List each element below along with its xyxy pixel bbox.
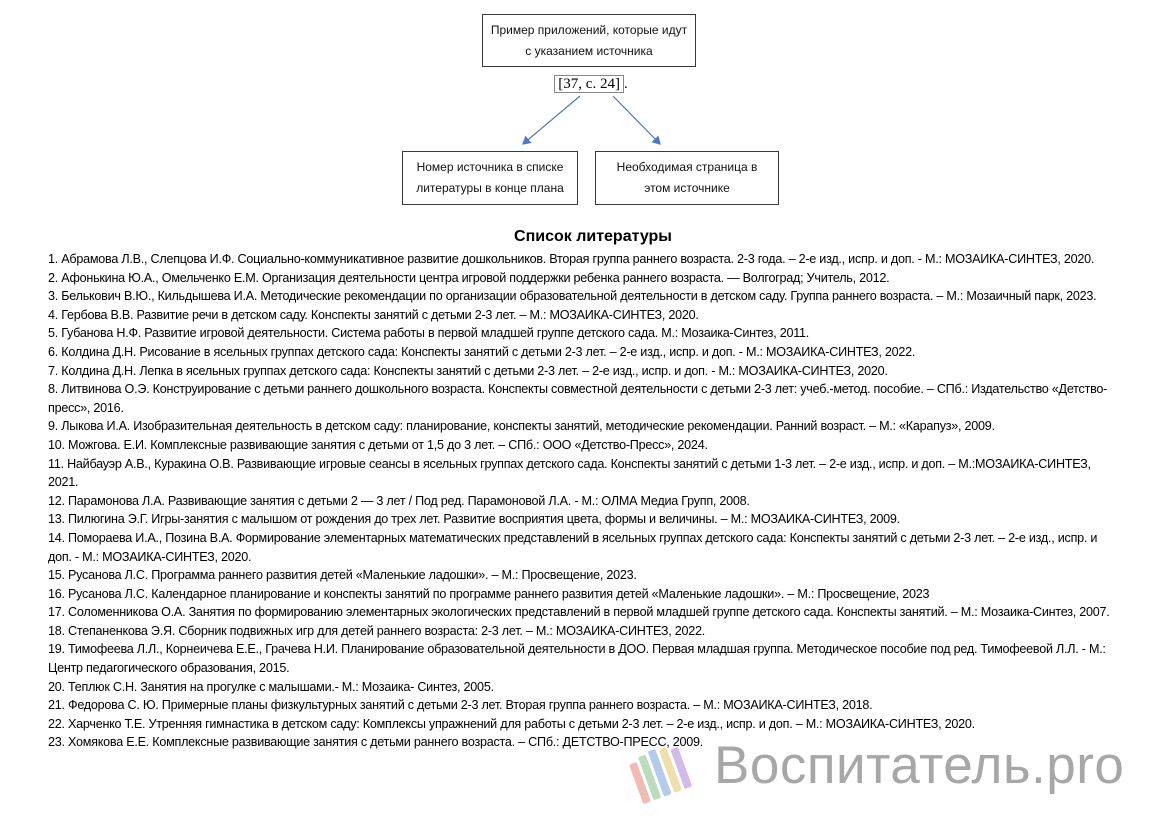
- reference-item: 2. Афонькина Ю.А., Омельченко Е.М. Организация деятельности центра игровой поддержки ребенка раннего возраста. — Волгоград; Учитель, 2012.: [48, 270, 890, 285]
- reference-item: 23. Хомякова Е.Е. Комплексные развивающие занятия с детьми раннего возраста. – СПб.: ДЕТСТВО-ПРЕСС, 2009.: [48, 735, 704, 750]
- reference-item: 3. Белькович В.Ю., Кильдышева И.А. Методические рекомендации по организации образовательной деятельности в детском саду. Группа раннего возраста. – М.: Мозаичный парк, 2023.: [48, 289, 1097, 304]
- reference-item: 21. Федорова С. Ю. Примерные планы физкультурных занятий с детьми 2-3 лет. Вторая группа раннего возраста. – М.: МОЗАИКА-СИНТЕЗ, 2018.: [48, 698, 873, 713]
- citation-text: [37, с. 24]: [554, 75, 624, 93]
- reference-item: 19. Тимофеева Л.Л., Корнеичева Е.Е., Грачева Н.И. Планирование образовательной деятельности в ДОО. Первая младшая группа. Методическое пособие под ред. Тимофеевой Л.Л. - М.: Центр педагогического образования, 2015.: [48, 642, 1106, 676]
- reference-item: 8. Литвинова О.Э. Конструирование с детьми раннего дошкольного возраста. Конспекты совместной деятельности с детьми 2-3 лет: учеб.-метод. пособие. – СПб.: Издательство «Детство-пресс», 2016.: [48, 382, 1108, 415]
- reference-item: 18. Степаненкова Э.Я. Сборник подвижных игр для детей раннего возраста: 2-3 лет. – М.: МОЗАИКА-СИНТЕЗ, 2022.: [48, 623, 706, 638]
- reference-item: 10. Можгова. Е.И. Комплексные развивающие занятия с детьми от 1,5 до 3 лет. – СПб.: ООО «Детство-Пресс», 2024.: [48, 437, 708, 452]
- right-box-text: Необходимая страница в этом источнике: [616, 160, 758, 195]
- reference-item: 4. Гербова В.В. Развитие речи в детском саду. Конспекты занятий с детьми 2-3 лет. – М.: МОЗАИКА-СИНТЕЗ, 2020.: [48, 307, 699, 322]
- reference-item: 13. Пилюгина Э.Г. Игры-занятия с малышом от рождения до трех лет. Развитие восприятия цвета, формы и величины. – М.: МОЗАИКА-СИНТЕЗ, 2009.: [48, 512, 900, 527]
- reference-item: 1. Абрамова Л.В., Слепцова И.Ф. Социально-коммуникативное развитие дошкольников. Вторая группа раннего возраста. 2-3 года. – 2-е изд., испр. и доп. - М.: МОЗАИКА-СИНТЕЗ, 2020.: [48, 252, 1095, 266]
- diagram-left-box: [402, 151, 578, 205]
- citation-example: [550, 71, 632, 97]
- reference-item: 5. Губанова Н.Ф. Развитие игровой деятельности. Система работы в первой младшей группе детского сада. М.: Мозаика-Синтез, 2011.: [48, 326, 810, 341]
- reference-list: [48, 250, 1118, 752]
- reference-item: 14. Помораева И.А., Позина В.А. Формирование элементарных математических представлений в ясельных группах детского сада: Конспекты занятий с детьми 2-3 лет. – 2-е изд., испр. и доп. - М.: МОЗАИКА-СИНТЕЗ, 2020.: [48, 530, 1098, 564]
- watermark-text: Воспитатель.pro: [714, 736, 1125, 795]
- arrow-right: [613, 96, 660, 144]
- reference-item: 12. Парамонова Л.А. Развивающие занятия с детьми 2 — 3 лет / Под ред. Парамоновой Л.А. - М.: ОЛМА Медиа Групп, 2008.: [48, 493, 750, 508]
- left-box-text: Номер источника в списке литературы в конце плана: [416, 160, 564, 195]
- diagram-top-box: [482, 14, 696, 67]
- arrow-left: [523, 96, 580, 144]
- reference-item: 9. Лыкова И.А. Изобразительная деятельность в детском саду: планирование, конспекты занятий, методические рекомендации. Ранний возраст. – М.: «Карапуз», 2009.: [48, 419, 995, 434]
- bibliography-title: Список литературы: [514, 228, 672, 245]
- reference-item: 6. Колдина Д.Н. Рисование в ясельных группах детского сада: Конспекты занятий с детьми 2-3 лет. – 2-е изд., испр. и доп. - М.: МОЗАИКА-СИНТЕЗ, 2022.: [48, 344, 916, 359]
- diagram-right-box: [595, 151, 779, 205]
- reference-item: 16. Русанова Л.С. Календарное планирование и конспекты занятий по программе раннего развития детей «Маленькие ладошки». – М.: Просвещение, 2023: [48, 586, 930, 601]
- top-box-text: Пример приложений, которые идут с указанием источника: [490, 22, 688, 58]
- reference-item: 17. Соломенникова О.А. Занятия по формированию элементарных экологических представлений в первой младшей группе детского сада. Конспекты занятий. – М.: Мозаика-Синтез, 2007.: [48, 605, 1110, 620]
- reference-item: 22. Харченко Т.Е. Утренняя гимнастика в детском саду: Комплексы упражнений для работы с детьми 2-3 лет. – 2-е изд., испр. и доп. – М.: МОЗАИКА-СИНТЕЗ, 2020.: [48, 716, 975, 731]
- reference-item: 15. Русанова Л.С. Программа раннего развития детей «Маленькие ладошки». – М.: Просвещение, 2023.: [48, 568, 637, 583]
- reference-item: 7. Колдина Д.Н. Лепка в ясельных группах детского сада: Конспекты занятий с детьми 2-3 лет. – 2-е изд., испр. и доп. - М.: МОЗАИКА-СИНТЕЗ, 2020.: [48, 363, 888, 378]
- reference-item: 20. Теплюк С.Н. Занятия на прогулке с малышами.- М.: Мозаика- Синтез, 2005.: [48, 679, 494, 694]
- citation-suffix: .: [623, 76, 628, 92]
- citation-diagram: [398, 8, 783, 206]
- reference-item: 11. Найбауэр А.В., Куракина О.В. Развивающие игровые сеансы в ясельных группах детского сада. Конспекты занятий с детьми 1-3 лет. – 2-е изд., испр. и доп. – М.:МОЗАИКА-СИНТЕЗ, 2021.: [48, 456, 1091, 490]
